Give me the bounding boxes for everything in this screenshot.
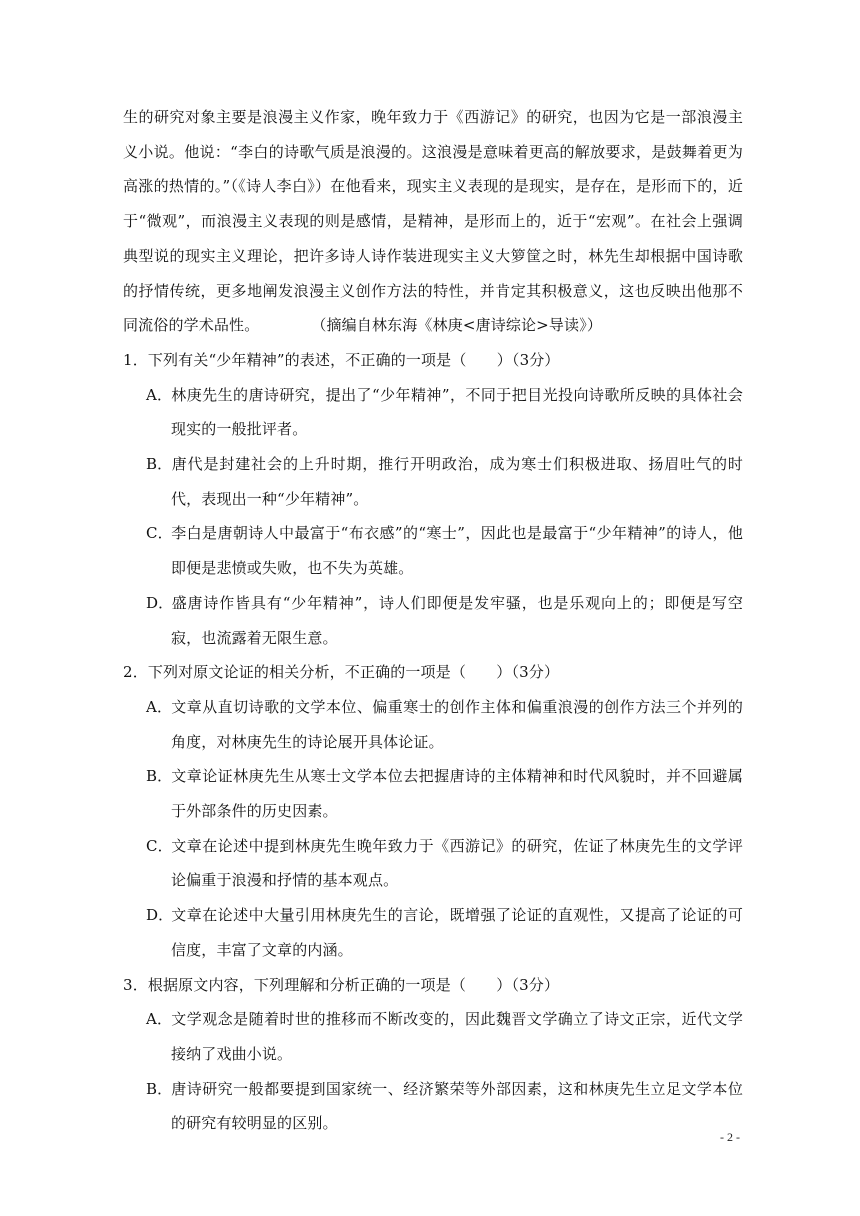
option-letter: D． xyxy=(146,593,174,612)
page-number: - 2 - xyxy=(720,1130,740,1144)
passage-source: （摘编自林东海《林庚<唐诗综论>导读》） xyxy=(311,316,602,335)
question-stem: 3．根据原文内容，下列理解和分析正确的一项是（ ）（3分） xyxy=(123,975,560,994)
option-text: 林庚先生的唐诗研究，提出了“少年精神”，不同于把目光投向诗歌所反映的具体社会现实的一般批评者。 xyxy=(171,385,743,439)
option-letter: B． xyxy=(146,767,173,786)
option-c xyxy=(123,516,743,585)
question-3 xyxy=(123,968,743,1142)
option-letter: C． xyxy=(146,524,173,543)
option-text: 文章在论述中提到林庚先生晚年致力于《西游记》的研究，佐证了林庚先生的文学评论偏重于浪漫和抒情的基本观点。 xyxy=(171,836,743,890)
question-stem: 1．下列有关“少年精神”的表述，不正确的一项是（ ）（3分） xyxy=(123,350,560,369)
page-content xyxy=(123,100,743,1141)
option-letter: C． xyxy=(146,836,173,855)
option-d xyxy=(123,898,743,967)
option-letter: D． xyxy=(146,906,174,925)
option-letter: A． xyxy=(146,385,173,404)
option-letter: A． xyxy=(146,697,173,716)
option-letter: A． xyxy=(146,1010,173,1029)
option-b xyxy=(123,1072,743,1141)
option-a xyxy=(123,378,743,447)
option-text: 唐诗研究一般都要提到国家统一、经济繁荣等外部因素，这和林庚先生立足文学本位的研究有较明显的区别。 xyxy=(171,1079,743,1133)
option-text: 文章从直切诗歌的文学本位、偏重寒士的创作主体和偏重浪漫的创作方法三个并列的角度，对林庚先生的诗论展开具体论证。 xyxy=(171,697,743,751)
option-letter: B． xyxy=(146,1079,173,1098)
question-2 xyxy=(123,655,743,967)
option-letter: B． xyxy=(146,455,173,474)
passage-text: 生的研究对象主要是浪漫主义作家，晚年致力于《西游记》的研究，也因为它是一部浪漫主义小说。他说：“李白的诗歌气质是浪漫的。这浪漫是意味着更高的解放要求，是鼓舞着更为高涨的热情的。”（《诗人李白》）在他看来，现实主义表现的是现实，是存在，是形而下的，近于“微观”，而浪漫主义表现的则是感情，是精神，是形而上的，近于“宏观”。在社会上强调典型说的现实主义理论，把许多诗人诗作装进现实主义大箩筐之时，林先生却根据中国诗歌的抒情传统，更多地阐发浪漫主义创作方法的特性，并肯定其积极意义，这也反映出他那不同流俗的学术品性。 xyxy=(123,108,743,335)
question-1 xyxy=(123,343,743,655)
option-b xyxy=(123,447,743,516)
option-d xyxy=(123,586,743,655)
option-text: 文章在论述中大量引用林庚先生的言论，既增强了论证的直观性，又提高了论证的可信度，丰富了文章的内涵。 xyxy=(171,906,743,959)
option-text: 唐代是封建社会的上升时期，推行开明政治，成为寒士们积极进取、扬眉吐气的时代，表现出一种“少年精神”。 xyxy=(171,455,743,508)
option-c xyxy=(123,829,743,898)
question-stem: 2．下列对原文论证的相关分析，不正确的一项是（ ）（3分） xyxy=(123,663,560,682)
passage-paragraph xyxy=(123,100,743,343)
option-text: 盛唐诗作皆具有“少年精神”，诗人们即便是发牢骚，也是乐观向上的；即便是写空寂，也流露着无限生意。 xyxy=(171,593,743,647)
option-text: 文学观念是随着时世的推移而不断改变的，因此魏晋文学确立了诗文正宗，近代文学接纳了戏曲小说。 xyxy=(171,1010,743,1063)
option-a xyxy=(123,690,743,759)
option-text: 文章论证林庚先生从寒士文学本位去把握唐诗的主体精神和时代风貌时，并不回避属于外部条件的历史因素。 xyxy=(171,767,743,821)
option-b xyxy=(123,759,743,828)
option-a xyxy=(123,1002,743,1071)
option-text: 李白是唐朝诗人中最富于“布衣感”的“寒士”，因此也是最富于“少年精神”的诗人，他即便是悲愤或失败，也不失为英雄。 xyxy=(171,524,743,578)
